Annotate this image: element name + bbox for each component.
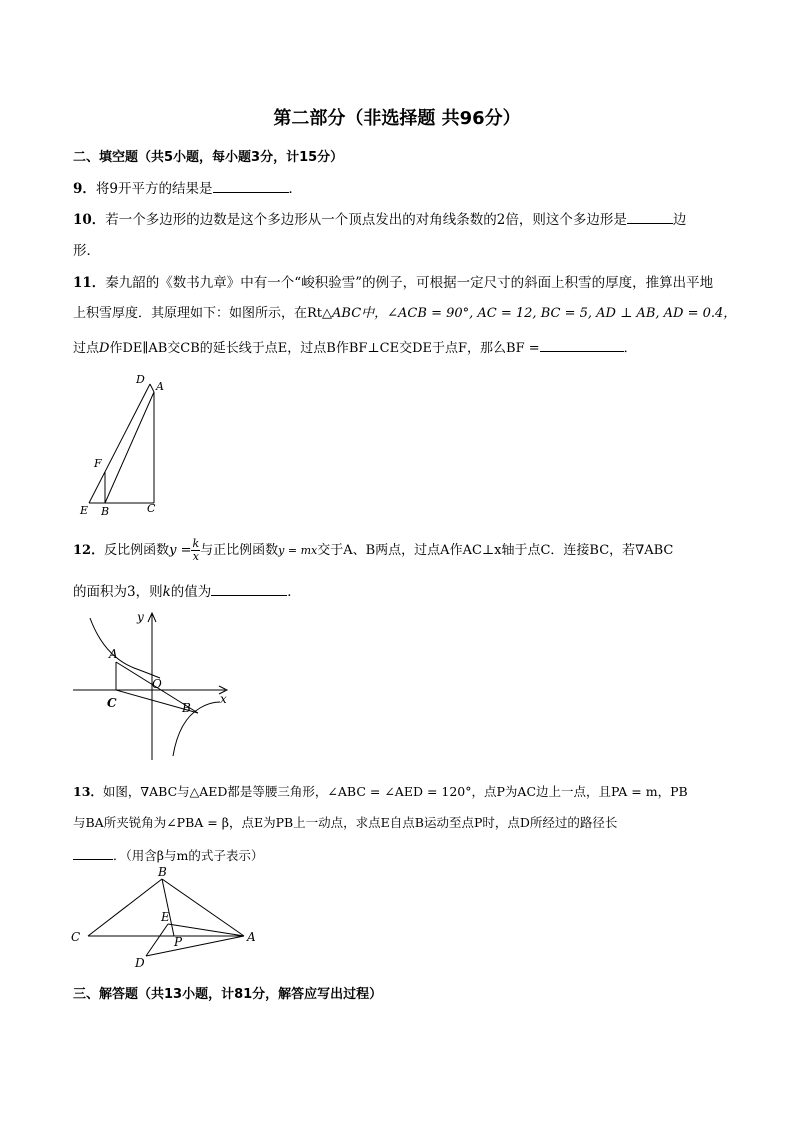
question-11-text-3a: 过点 bbox=[73, 341, 100, 356]
question-9 bbox=[73, 177, 302, 197]
question-10-number: 10． bbox=[73, 212, 106, 228]
question-11-text-line1: 秦九韶的《数书九章》中有一个“峻积验雪”的例子，可根据一定尺寸的斜面上积雪的厚度，推算出平地 bbox=[105, 275, 714, 291]
question-13-line2: 与BA所夹锐角为∠PBA = β，点E为PB上一动点，求点E自点B运动至点P时，点D所经过的路径长 bbox=[73, 815, 618, 830]
label-y: y bbox=[137, 610, 144, 624]
label-d: D bbox=[136, 373, 145, 386]
hyperbola-lower-branch bbox=[173, 702, 220, 756]
question-12-formula-y: y = bbox=[169, 543, 192, 558]
question-13-text-line1: 如图，∇ABC与△AED都是等腰三角形，∠ABC = ∠AED = 120°，点P为AC边上一点，且PA = m，PB bbox=[102, 784, 688, 799]
question-9-end: ． bbox=[288, 181, 302, 197]
question-12-text-e: 交于A、B两点，过点A作AC⊥x轴于点C．连接BC，若∇ABC bbox=[317, 543, 674, 558]
question-12-end: ． bbox=[287, 584, 301, 600]
page-title: 第二部分（非选择题 共96分） bbox=[273, 108, 521, 129]
question-11-line1 bbox=[73, 271, 713, 291]
question-11-text-2b: ABC bbox=[332, 306, 362, 321]
answer-blank-11[interactable] bbox=[540, 337, 624, 352]
question-12-number: 12． bbox=[73, 543, 105, 558]
label-f: F bbox=[94, 457, 102, 470]
label-x: x bbox=[220, 692, 227, 706]
line-cb bbox=[88, 879, 162, 936]
question-9-number: 9． bbox=[73, 181, 96, 197]
question-12-text-2a: 的面积为3，则 bbox=[73, 584, 163, 600]
label-a: A bbox=[156, 380, 164, 393]
label-e: E bbox=[161, 910, 170, 924]
label-b: B bbox=[182, 701, 191, 715]
label-c: C bbox=[107, 696, 117, 710]
section-answer-heading: 三、解答题（共13小题，计81分，解答应写出过程） bbox=[73, 987, 383, 1002]
question-12-formula-mx: y = mx bbox=[278, 544, 318, 557]
line-ed bbox=[89, 384, 150, 503]
question-12-text-a: 反比例函数 bbox=[104, 543, 170, 558]
question-11-number: 11． bbox=[73, 275, 106, 291]
question-11-end: ． bbox=[623, 341, 637, 356]
label-p: P bbox=[174, 935, 183, 949]
question-11-text-2c: 中，∠ACB = 90°, AC = 12, BC = 5, AD ⊥ AB, AD = 0.4， bbox=[361, 306, 737, 321]
label-b: B bbox=[158, 866, 167, 879]
fraction-denominator: x bbox=[192, 550, 199, 563]
answer-blank-10[interactable] bbox=[627, 209, 673, 224]
label-o: O bbox=[152, 677, 162, 691]
hyperbola-upper-branch bbox=[90, 618, 160, 678]
line-da bbox=[146, 936, 244, 956]
question-10-line2: 形． bbox=[73, 243, 100, 259]
question-10-end: 边 bbox=[672, 212, 687, 228]
section-fill-in-heading: 二、填空题（共5小题，每小题3分，计15分） bbox=[73, 150, 344, 165]
figure-q12-graph bbox=[70, 608, 240, 763]
label-e: E bbox=[80, 504, 89, 517]
label-c: C bbox=[147, 502, 156, 515]
question-13-text-line3: ．（用含β与m的式子表示） bbox=[113, 848, 264, 863]
label-b: B bbox=[101, 505, 110, 518]
figure-q11-triangle bbox=[70, 368, 180, 518]
label-d: D bbox=[135, 956, 145, 970]
question-11-text-2a: 上积雪厚度．其原理如下：如图所示，在Rt△ bbox=[73, 306, 333, 321]
label-a: A bbox=[109, 647, 118, 661]
label-a: A bbox=[247, 930, 256, 944]
line-ba bbox=[105, 392, 154, 503]
answer-blank-12[interactable] bbox=[211, 581, 287, 596]
question-13-line3 bbox=[73, 845, 263, 864]
question-11-text-3b: D bbox=[99, 341, 110, 356]
question-11-line2 bbox=[73, 302, 736, 321]
line-bp bbox=[162, 879, 174, 936]
question-12-line2 bbox=[73, 580, 301, 600]
question-13-line1 bbox=[73, 782, 688, 800]
line-da bbox=[150, 384, 154, 392]
answer-blank-13[interactable] bbox=[73, 845, 113, 860]
label-c: C bbox=[71, 930, 81, 944]
question-10-text: 若一个多边形的边数是这个多边形从一个顶点发出的对角线条数的2倍，则这个多边形是 bbox=[105, 212, 627, 228]
question-12-line1 bbox=[73, 538, 673, 563]
answer-blank-9[interactable] bbox=[213, 178, 289, 193]
question-12-text-2b: k bbox=[162, 584, 171, 600]
question-9-text: 将9开平方的结果是 bbox=[95, 181, 213, 197]
question-12-text-2c: 的值为 bbox=[170, 584, 212, 600]
fraction-k-over-x bbox=[191, 538, 200, 563]
line-ba bbox=[162, 879, 244, 936]
line-de bbox=[146, 924, 168, 956]
question-12-text-c: 与正比例函数 bbox=[200, 543, 279, 558]
question-10 bbox=[73, 208, 686, 228]
question-11-text-3c: 作DE∥AB交CB的延长线于点E，过点B作BF⊥CE交DE于点F，那么BF = bbox=[109, 341, 540, 356]
fraction-numerator: k bbox=[192, 537, 200, 550]
question-11-line3 bbox=[73, 337, 637, 356]
figure-q13-triangles bbox=[68, 866, 268, 971]
question-13-number: 13． bbox=[73, 784, 103, 799]
